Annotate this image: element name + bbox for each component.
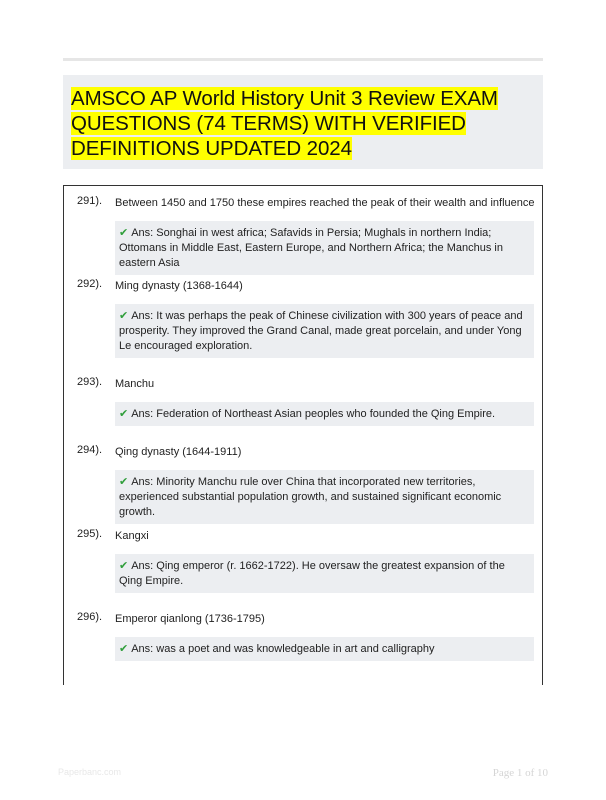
answer-box	[115, 402, 534, 426]
highlighted-title: AMSCO AP World History Unit 3 Review EXAM QUESTIONS (74 TERMS) WITH VERIFIED DEFINITIONS UPDATED 2024	[71, 87, 498, 160]
top-rule	[63, 58, 543, 61]
answer-box	[115, 221, 534, 275]
answer-text: Ans: Songhai in west africa; Safavids in Persia; Mughals in northern India; Ottomans in Middle East, Eastern Europe, and Northern Africa; the Manchus in eastern Asia	[119, 227, 503, 269]
answer-text: Ans: Qing emperor (r. 1662-1722). He oversaw the greatest expansion of the Qing Empire.	[119, 560, 505, 587]
answer-text: Ans: Federation of Northeast Asian peoples who founded the Qing Empire.	[131, 408, 496, 420]
answer-box	[115, 637, 534, 661]
question-text: Ming dynasty (1368-1644)	[115, 280, 243, 292]
answer-box	[115, 470, 534, 524]
check-icon: ✔	[119, 407, 129, 420]
title-box	[63, 75, 543, 169]
qa-panel	[63, 185, 543, 685]
answer-text: Ans: was a poet and was knowledgeable in art and calligraphy	[131, 643, 435, 655]
answer-text: Ans: Minority Manchu rule over China that incorporated new territories, experienced substantial population growth, and sustained significant economic growth.	[119, 476, 502, 518]
question-text: Between 1450 and 1750 these empires reached the peak of their wealth and influence	[115, 197, 535, 209]
check-icon: ✔	[119, 475, 129, 488]
check-icon: ✔	[119, 559, 129, 572]
page-number: Page 1 of 10	[492, 767, 548, 779]
question-number: 291).	[77, 195, 103, 207]
question-number: 295).	[77, 528, 103, 540]
question-number: 293).	[77, 376, 103, 388]
answer-text: Ans: It was perhaps the peak of Chinese civilization with 300 years of peace and prosperity. They improved the Grand Canal, made great porcelain, and under Yong Le encouraged exploration.	[119, 310, 523, 352]
answer-box	[115, 554, 534, 593]
question-text: Manchu	[115, 378, 155, 390]
check-icon: ✔	[119, 309, 129, 322]
question-text: Qing dynasty (1644-1911)	[115, 446, 242, 458]
answer-box	[115, 304, 534, 358]
check-icon: ✔	[119, 642, 129, 655]
question-text: Emperor qianlong (1736-1795)	[115, 613, 265, 625]
check-icon: ✔	[119, 226, 129, 239]
question-text: Kangxi	[115, 530, 149, 542]
question-number: 292).	[77, 278, 103, 290]
question-number: 296).	[77, 611, 103, 623]
question-number: 294).	[77, 444, 103, 456]
document-title	[71, 86, 535, 161]
footer-watermark: Paperbanc.com	[58, 767, 122, 777]
